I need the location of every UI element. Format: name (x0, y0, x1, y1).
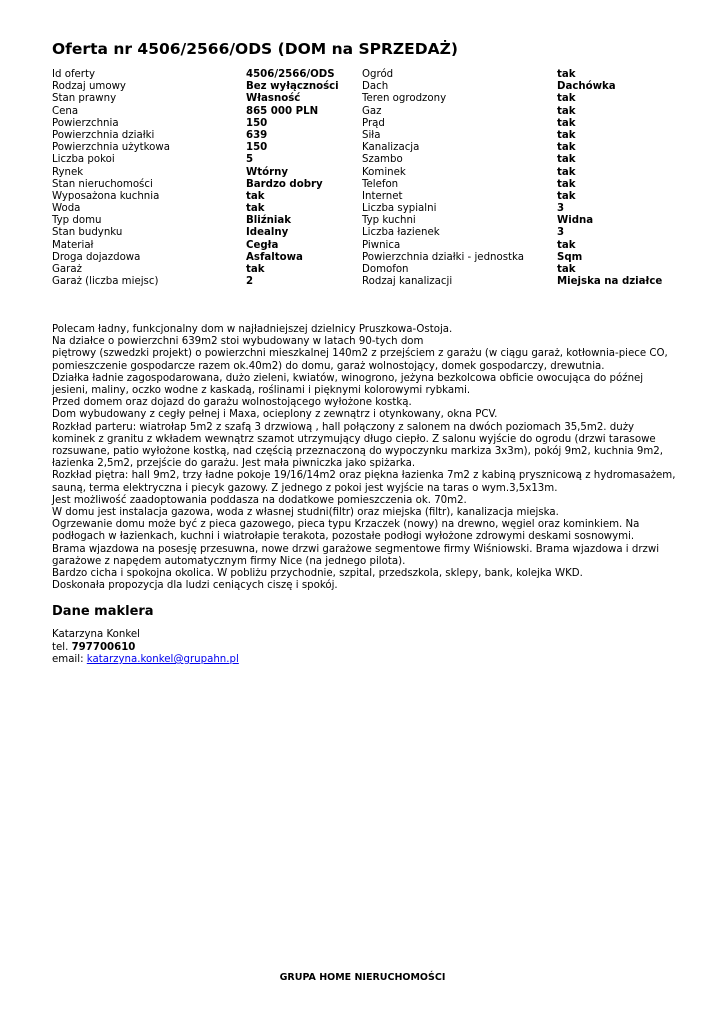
attribute-label: Powierzchnia (52, 117, 119, 129)
attribute-row (52, 240, 682, 252)
broker-email-link[interactable]: katarzyna.konkel@grupahn.pl (86, 654, 239, 665)
broker-phone: 797700610 (71, 641, 136, 653)
attribute-label: Garaż (52, 264, 82, 275)
description-paragraph: Dom wybudowany z cegły pełnej i Maxa, ocieplony z zewnątrz i otynkowany, okna PCV. (52, 409, 498, 421)
attribute-value: Bliźniak (246, 215, 292, 227)
attribute-label: Siła (362, 129, 381, 141)
attribute-label: Internet (362, 190, 403, 202)
attribute-label: Stan prawny (52, 93, 117, 105)
attribute-row (52, 264, 682, 276)
attribute-value: Własność (246, 93, 301, 105)
broker-email-label: email: (52, 654, 84, 665)
attribute-value: Sqm (557, 251, 583, 263)
broker-heading: Dane maklera (52, 604, 154, 619)
attributes-table (52, 69, 682, 288)
description-paragraph: Doskonała propozycja dla ludzi ceniących ciszę i spokój. (52, 580, 338, 592)
attribute-value: Miejska na działce (557, 276, 663, 288)
attribute-row (52, 118, 682, 130)
attribute-value: Asfaltowa (246, 251, 303, 263)
attribute-row (52, 69, 682, 81)
attribute-label: Stan nieruchomości (52, 178, 153, 190)
attribute-value: 5 (246, 154, 254, 166)
broker-email-line (52, 654, 239, 667)
attribute-value: 639 (246, 129, 268, 141)
attribute-label: Teren ogrodzony (362, 93, 447, 105)
page-title: Oferta nr 4506/2566/ODS (DOM na SPRZEDAŻ) (52, 40, 458, 58)
attribute-value: Bez wyłączności (246, 81, 339, 93)
attribute-value: tak (557, 264, 576, 275)
attribute-value: tak (557, 117, 576, 129)
attribute-value: 3 (557, 227, 565, 239)
attribute-value: tak (246, 264, 265, 275)
attribute-label: Powierzchnia działki - jednostka (362, 251, 524, 263)
attribute-row (52, 106, 682, 118)
description-paragraph: Rozkład piętra: hall 9m2, trzy ładne pokoje 19/16/14m2 oraz piękna łazienka 7m2 z kabiną prysznicową z hydromasażem, sauną, terma elektryczna i piecyk gazowy. Z jednego z pokoi jest wyjście na taras o wym.3,5x13m. (52, 470, 676, 494)
attribute-label: Telefon (362, 178, 399, 190)
description-paragraph: Na działce o powierzchni 639m2 stoi wybudowany w latach 90-tych dom (52, 336, 424, 348)
attribute-value: 2 (246, 276, 254, 288)
attribute-value: Cegła (246, 239, 279, 251)
attribute-row (52, 215, 682, 227)
attribute-value: 865 000 PLN (246, 105, 319, 117)
attribute-label: Typ domu (52, 215, 102, 227)
attribute-value: tak (557, 166, 576, 178)
description-paragraph: Działka ładnie zagospodarowana, dużo zieleni, kwiatów, winogrono, jeżyna bezkolcowa obficie owocująca do późnej jesieni, maliny, oczko wodne z kaskadą, roślinami i pięknymi kolorowymi rybkami. (52, 372, 644, 397)
attribute-row (52, 93, 682, 105)
attribute-row (52, 203, 682, 215)
attribute-row (52, 154, 682, 166)
attribute-label: Rynek (52, 166, 84, 178)
attribute-label: Szambo (362, 154, 403, 166)
description-paragraph: Polecam ładny, funkcjonalny dom w najładniejszej dzielnicy Pruszkowa-Ostoja. (52, 324, 453, 335)
attribute-value: tak (557, 190, 576, 202)
attribute-value: Bardzo dobry (246, 178, 323, 190)
attribute-value: tak (246, 203, 265, 215)
offer-description (52, 324, 677, 592)
description-paragraph: W domu jest instalacja gazowa, woda z własnej studni(filtr) oraz miejska (filtr), kanalizacja miejska. (52, 507, 559, 519)
attribute-value: Dachówka (557, 81, 616, 93)
attribute-value: Widna (557, 215, 594, 227)
attribute-label: Dach (362, 81, 389, 93)
attribute-value: tak (557, 239, 576, 251)
description-paragraph: Brama wjazdowa na posesję przesuwna, nowe drzwi garażowe segmentowe firmy Wiśniowski. Brama wjazdowa i drzwi garażowe z napędem automatycznym firmy Nice (na jednego pilota). (52, 543, 660, 567)
attribute-row (52, 81, 682, 93)
broker-phone-line (52, 642, 239, 655)
attribute-label: Typ kuchni (362, 215, 416, 227)
broker-info (52, 629, 239, 667)
description-paragraph: Ogrzewanie domu może być z pieca gazowego, pieca typu Krzaczek (nowy) na drewno, węgiel oraz kominkiem. Na podłogach w łazienkach, kuchni i wiatrołapie terakota, pozostałe podłogi wyłożone zdrowymi deskami sosnowymi. (52, 519, 640, 543)
attribute-label: Stan budynku (52, 227, 123, 239)
attribute-row (52, 130, 682, 142)
attribute-label: Gaz (362, 105, 382, 117)
attribute-row (52, 252, 682, 264)
attribute-label: Domofon (362, 264, 409, 275)
attribute-value: tak (557, 178, 576, 190)
attribute-label: Woda (52, 203, 81, 215)
attribute-row (52, 167, 682, 179)
attribute-row (52, 227, 682, 239)
attribute-row (52, 179, 682, 191)
attribute-value: tak (246, 190, 265, 202)
attribute-value: 150 (246, 142, 268, 154)
broker-name: Katarzyna Konkel (52, 629, 140, 640)
attribute-label: Wyposażona kuchnia (52, 190, 160, 202)
attribute-value: tak (557, 142, 576, 154)
description-paragraph: Przed domem oraz dojazd do garażu wolnostojącego wyłożone kostką. (52, 397, 412, 409)
attribute-value: 3 (557, 203, 565, 215)
attribute-value: tak (557, 69, 576, 80)
footer-company: GRUPA HOME NIERUCHOMOŚCI (279, 972, 446, 983)
attribute-value: tak (557, 129, 576, 141)
attribute-value: tak (557, 93, 576, 105)
attribute-row (52, 276, 682, 288)
attribute-label: Rodzaj umowy (52, 81, 126, 93)
description-paragraph: Jest możliwość zaadoptowania poddasza na dodatkowe pomieszczenia ok. 70m2. (52, 494, 467, 506)
attribute-value: tak (557, 154, 576, 166)
attribute-label: Prąd (362, 117, 385, 129)
attribute-label: Kanalizacja (362, 142, 420, 154)
broker-phone-label: tel. (52, 641, 69, 653)
attribute-row (52, 191, 682, 203)
attribute-label: Cena (52, 105, 79, 117)
attribute-value: 4506/2566/ODS (246, 69, 335, 80)
description-paragraph: Bardzo cicha i spokojna okolica. W pobliżu przychodnie, szpital, przedszkola, sklepy, bank, kolejka WKD. (52, 568, 583, 580)
attribute-value: Wtórny (246, 166, 289, 178)
description-paragraph: piętrowy (szwedzki projekt) o powierzchni mieszkalnej 140m2 z przejściem z garażu (w ciągu garaż, kotłownia-piece CO, pomieszczenie gospodarcze razem ok.40m2) do domu, garaż wolnostojący, domek gospodarczy, drewutnia. (52, 348, 668, 372)
attribute-label: Piwnica (362, 239, 401, 251)
attribute-label: Garaż (liczba miejsc) (52, 276, 159, 288)
attribute-value: Idealny (246, 227, 289, 239)
attribute-label: Rodzaj kanalizacji (362, 276, 453, 288)
attribute-value: 150 (246, 117, 268, 129)
attribute-label: Materiał (52, 239, 94, 251)
attribute-value: tak (557, 105, 576, 117)
attribute-label: Liczba sypialni (362, 203, 437, 215)
attribute-label: Droga dojazdowa (52, 251, 141, 263)
attribute-label: Kominek (362, 166, 406, 178)
attribute-row (52, 142, 682, 154)
attribute-label: Powierzchnia użytkowa (52, 142, 170, 154)
attribute-label: Liczba pokoi (52, 154, 115, 166)
attribute-label: Ogród (362, 69, 394, 80)
attribute-label: Powierzchnia działki (52, 129, 155, 141)
description-paragraph: Rozkład parteru: wiatrołap 5m2 z szafą 3 drzwiową , hall połączony z salonem na dwóch poziomach 35,5m2. duży kominek z granitu z wkładem wewnątrz szamot utrzymujący długo ciepło. Z salonu wyjście do ogrodu (drzwi tarasowe rozsuwane, patio wyłożone kostką, nad częścią przeznaczoną do wypoczynku markiza 3x3m), pokój 9m2, kuchnia 9m2, łazienka 2,5m2, przejście do garażu. Jest mała piwniczka jako spiżarka. (52, 421, 663, 470)
attribute-label: Liczba łazienek (362, 227, 440, 239)
attribute-label: Id oferty (52, 69, 96, 80)
